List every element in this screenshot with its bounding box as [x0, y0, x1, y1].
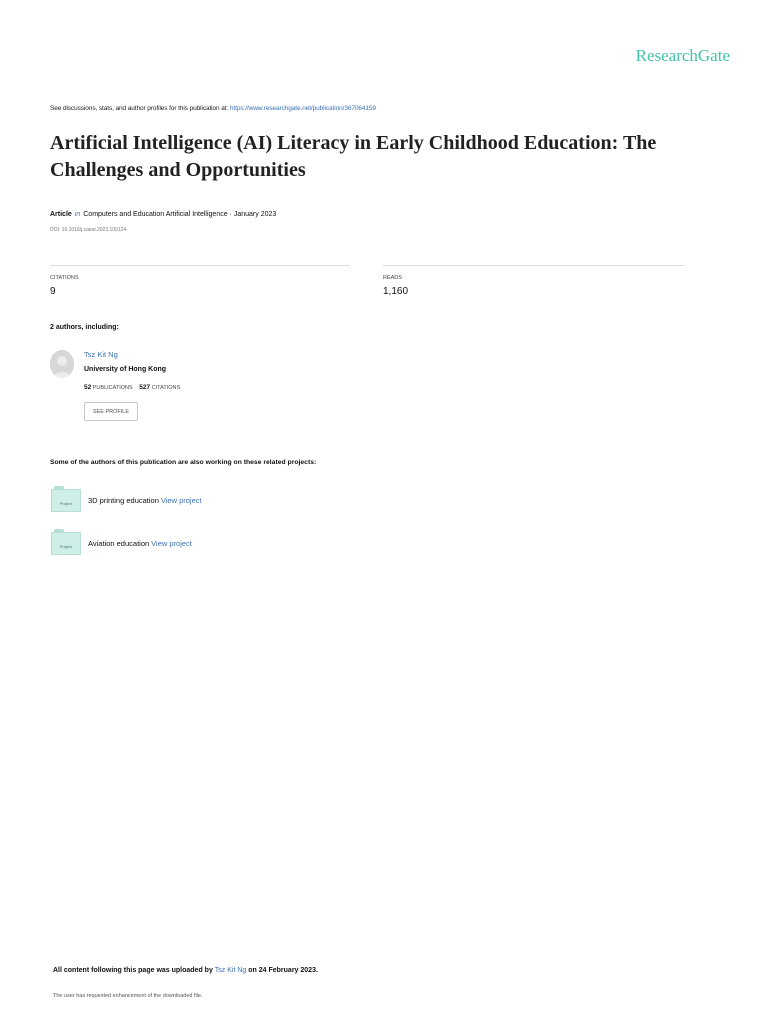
discussion-notice-text: See discussions, stats, and author profiles for this publication at:: [50, 105, 230, 112]
author-citations-count: 527: [139, 384, 151, 391]
project-icon-label: Project: [59, 501, 73, 506]
discussion-notice: [50, 105, 376, 112]
project-name: Aviation education: [88, 539, 150, 548]
author-affiliation: University of Hong Kong: [84, 366, 167, 373]
enhancement-note: The user has requested enhancement of the downloaded file.: [53, 993, 203, 999]
journal-name: Computers and Education Artificial Intelligence: [83, 211, 228, 218]
view-project-link[interactable]: View project: [160, 496, 202, 505]
reads-label: READS: [383, 275, 402, 281]
author-publications-count: 52: [84, 384, 92, 391]
researchgate-logo[interactable]: ResearchGate: [635, 46, 730, 65]
citations-label: CITATIONS: [50, 275, 79, 281]
citations-value: 9: [50, 286, 56, 297]
uploader-link[interactable]: Tsz Kit Ng: [214, 967, 247, 974]
upload-notice: [53, 967, 318, 974]
projects-heading: Some of the authors of this publication are also working on these related projects:: [50, 459, 317, 466]
author-name-link[interactable]: Tsz Kit Ng: [84, 350, 118, 359]
divider-reads: [383, 265, 684, 266]
publication-title: Artificial Intelligence (AI) Literacy in Early Childhood Education: The Challenges and Opportunities: [50, 132, 657, 181]
project-item: [88, 539, 192, 548]
in-label: in: [74, 211, 81, 218]
view-project-link[interactable]: View project: [151, 539, 192, 548]
project-folder-icon: [51, 532, 81, 555]
divider-citations: [50, 265, 350, 266]
project-name: 3D printing education: [88, 496, 159, 505]
publication-type: Article: [50, 211, 72, 218]
upload-notice-suffix: on 24 February 2023.: [246, 967, 318, 974]
publication-meta: [50, 211, 276, 218]
authors-heading: 2 authors, including:: [50, 324, 119, 331]
author-stats: [84, 384, 180, 391]
reads-value: 1,160: [383, 286, 409, 297]
person-silhouette-icon: [50, 350, 74, 378]
project-icon-label: Project: [59, 544, 73, 549]
date-separator: ·: [227, 211, 234, 218]
author-citations-label: CITATIONS: [151, 385, 181, 391]
see-profile-button[interactable]: SEE PROFILE: [84, 402, 138, 421]
project-item: [88, 496, 202, 505]
project-folder-icon: [51, 489, 81, 512]
publication-date: January 2023: [233, 211, 277, 218]
doi: DOI: 10.1016/j.caeai.2023.100124: [50, 227, 127, 233]
upload-notice-prefix: All content following this page was uploaded by: [53, 967, 215, 974]
publication-url-link[interactable]: https://www.researchgate.net/publication/367064159: [229, 105, 376, 112]
author-publications-label: PUBLICATIONS: [92, 385, 133, 391]
author-avatar[interactable]: [50, 350, 74, 378]
